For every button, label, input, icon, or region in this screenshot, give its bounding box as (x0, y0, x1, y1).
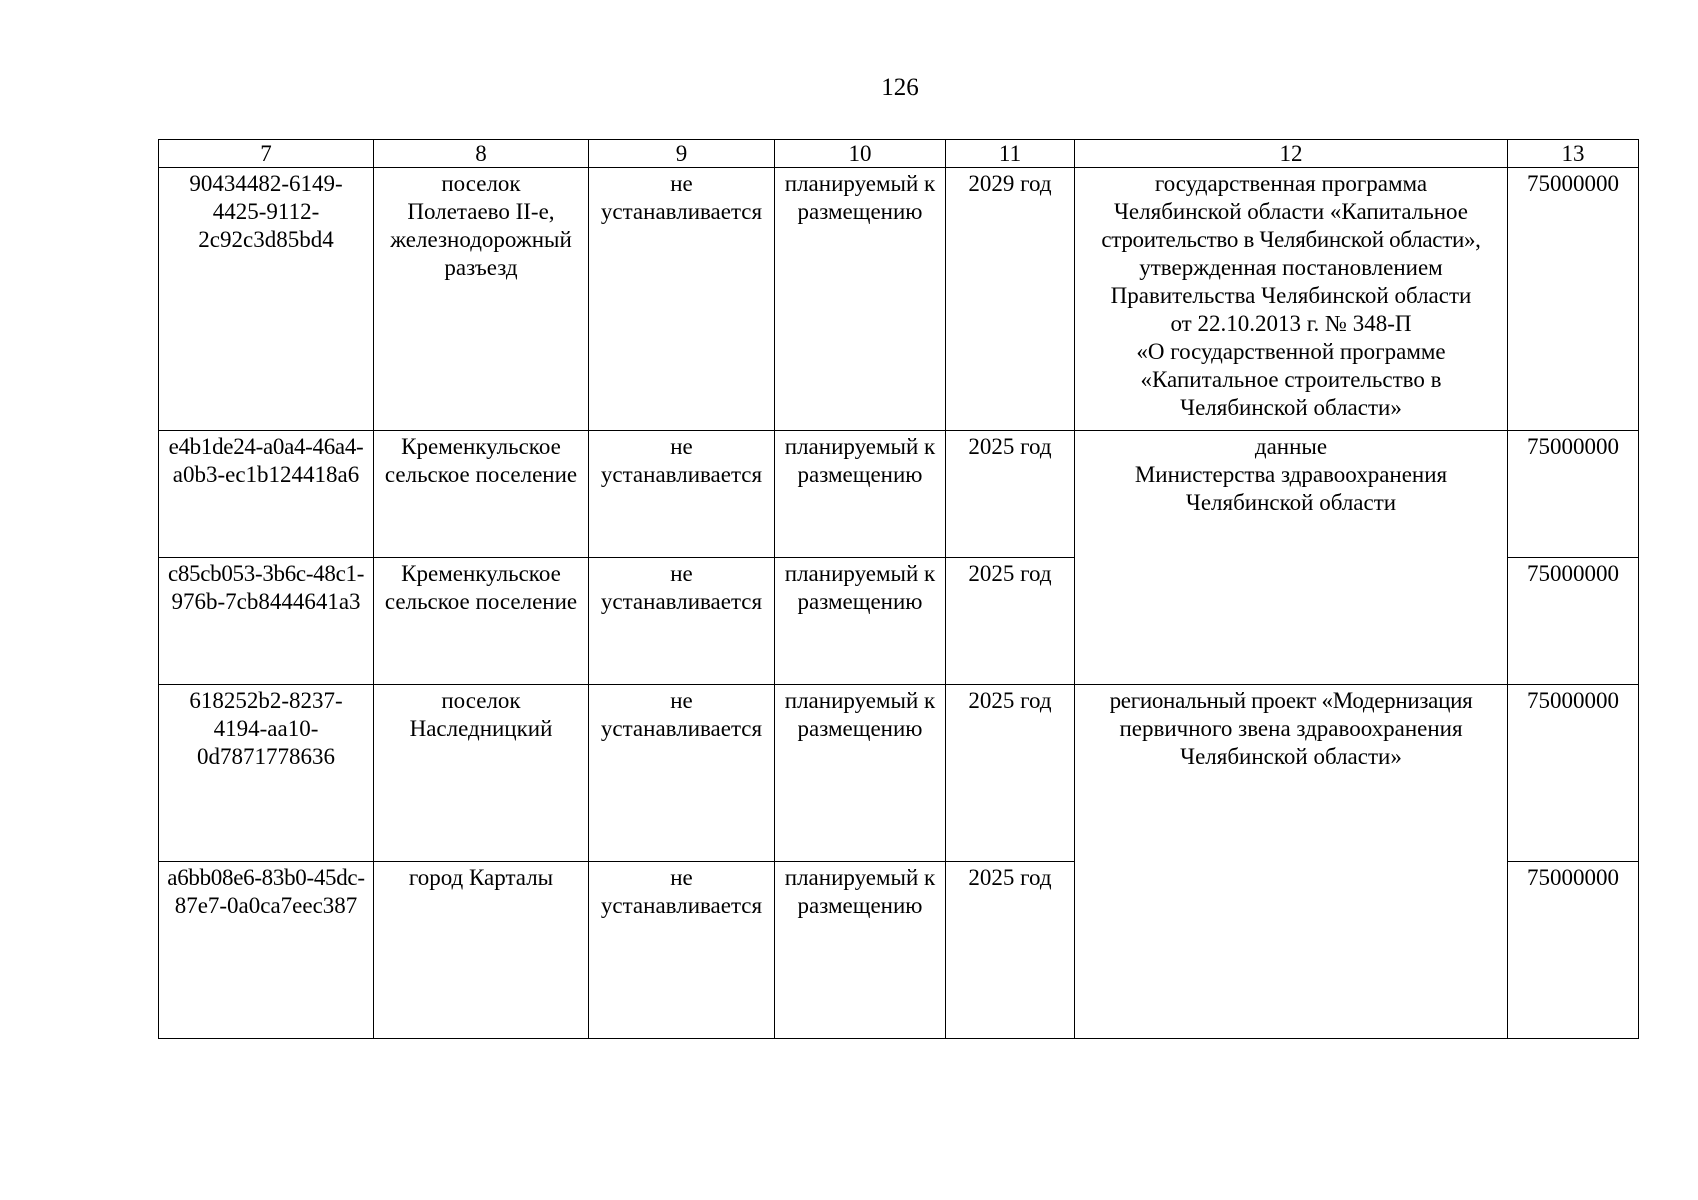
object-id-cell: c85cb053-3b6c-48c1- 976b-7cb8444641a3 (159, 558, 374, 685)
column-header-7: 7 (159, 140, 374, 168)
year-cell: 2025 год (946, 685, 1075, 862)
value-cell: 75000000 (1508, 431, 1639, 558)
source-cell: данные Министерства здравоохранения Челябинской области (1075, 431, 1508, 685)
location-cell: Кременкульское сельское поселение (374, 558, 589, 685)
column-header-8: 8 (374, 140, 589, 168)
data-table (158, 139, 1639, 1039)
value-cell: 75000000 (1508, 862, 1639, 1039)
source-cell: государственная программа Челябинской области «Капитальное строительство в Челябинской области», утвержденная постановлением Правительства Челябинской области от 22.10.2013 г. № 348-П «О государственной программе «Капитальное строительство в Челябинской области» (1075, 168, 1508, 431)
year-cell: 2025 год (946, 862, 1075, 1039)
year-cell: 2029 год (946, 168, 1075, 431)
column-header-9: 9 (589, 140, 775, 168)
location-cell: поселок Полетаево II-е, железнодорожный разъезд (374, 168, 589, 431)
status-cell: планируемый к размещению (775, 431, 946, 558)
zone-cell: не устанавливается (589, 685, 775, 862)
zone-cell: не устанавливается (589, 558, 775, 685)
status-cell: планируемый к размещению (775, 685, 946, 862)
page-number: 126 (881, 74, 919, 101)
status-cell: планируемый к размещению (775, 168, 946, 431)
column-header-12: 12 (1075, 140, 1508, 168)
source-cell: региональный проект «Модернизация первичного звена здравоохранения Челябинской области» (1075, 685, 1508, 1039)
table-row (159, 168, 1639, 431)
location-cell: город Карталы (374, 862, 589, 1039)
year-cell: 2025 год (946, 431, 1075, 558)
table-row (159, 431, 1639, 558)
zone-cell: не устанавливается (589, 168, 775, 431)
object-id-cell: 618252b2-8237- 4194-aa10- 0d7871778636 (159, 685, 374, 862)
zone-cell: не устанавливается (589, 431, 775, 558)
column-header-11: 11 (946, 140, 1075, 168)
location-cell: поселок Наследницкий (374, 685, 589, 862)
value-cell: 75000000 (1508, 168, 1639, 431)
header-row (159, 140, 1639, 168)
column-header-10: 10 (775, 140, 946, 168)
object-id-cell: a6bb08e6-83b0-45dc- 87e7-0a0ca7eec387 (159, 862, 374, 1039)
value-cell: 75000000 (1508, 558, 1639, 685)
status-cell: планируемый к размещению (775, 862, 946, 1039)
object-id-cell: 90434482-6149- 4425-9112- 2c92c3d85bd4 (159, 168, 374, 431)
table-row (159, 685, 1639, 862)
column-header-13: 13 (1508, 140, 1639, 168)
object-id-cell: e4b1de24-a0a4-46a4- a0b3-ec1b124418a6 (159, 431, 374, 558)
location-cell: Кременкульское сельское поселение (374, 431, 589, 558)
zone-cell: не устанавливается (589, 862, 775, 1039)
year-cell: 2025 год (946, 558, 1075, 685)
status-cell: планируемый к размещению (775, 558, 946, 685)
value-cell: 75000000 (1508, 685, 1639, 862)
